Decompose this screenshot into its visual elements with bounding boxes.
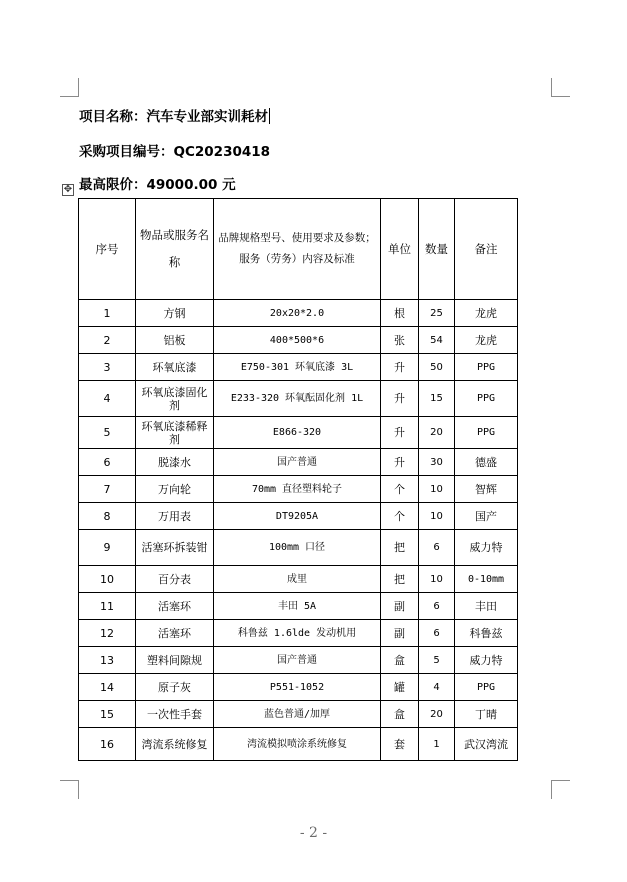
cell-name[interactable]: 环氧底漆稀释剂: [136, 417, 214, 449]
table-row: [79, 701, 518, 728]
cell-seq[interactable]: 8: [79, 503, 136, 530]
table-row: [79, 381, 518, 417]
cell-name[interactable]: 铝板: [136, 327, 214, 354]
col-header-note: 备注: [455, 199, 518, 300]
col-header-unit: 单位: [381, 199, 419, 300]
cell-seq[interactable]: 12: [79, 620, 136, 647]
project-name-label: 项目名称：: [79, 109, 147, 125]
cell-unit[interactable]: 张: [381, 327, 419, 354]
table-row: [79, 674, 518, 701]
cell-name[interactable]: 塑料间隙规: [136, 647, 214, 674]
table-move-handle-icon[interactable]: ✥: [63, 184, 73, 195]
cell-unit[interactable]: 升: [381, 417, 419, 449]
cell-seq[interactable]: 1: [79, 300, 136, 327]
cell-qty[interactable]: 50: [419, 354, 455, 381]
cell-name[interactable]: 万用表: [136, 503, 214, 530]
cell-seq[interactable]: 15: [79, 701, 136, 728]
items-table: [78, 198, 518, 761]
cell-spec[interactable]: 70mm 直径塑料轮子: [214, 476, 381, 503]
project-name-line: [79, 105, 270, 125]
table-row: [79, 503, 518, 530]
cell-name[interactable]: 湾流系统修复: [136, 728, 214, 761]
cell-qty[interactable]: 1: [419, 728, 455, 761]
cell-name[interactable]: 环氧底漆: [136, 354, 214, 381]
cell-note[interactable]: PPG: [455, 381, 518, 417]
cell-spec[interactable]: 国产普通: [214, 449, 381, 476]
project-name-value[interactable]: 汽车专业部实训耗材: [146, 109, 268, 125]
cell-seq[interactable]: 10: [79, 566, 136, 593]
cell-qty[interactable]: 10: [419, 566, 455, 593]
crop-mark-top-left: [60, 78, 79, 97]
cell-qty[interactable]: 25: [419, 300, 455, 327]
cell-unit[interactable]: 罐: [381, 674, 419, 701]
cell-seq[interactable]: 2: [79, 327, 136, 354]
cell-note[interactable]: 德盛: [455, 449, 518, 476]
cell-spec[interactable]: E233-320 环氧酝固化剂 1L: [214, 381, 381, 417]
cell-spec[interactable]: 成里: [214, 566, 381, 593]
table-row: [79, 300, 518, 327]
cell-name[interactable]: 一次性手套: [136, 701, 214, 728]
cell-unit[interactable]: 个: [381, 476, 419, 503]
cell-note[interactable]: PPG: [455, 354, 518, 381]
col-header-spec: 品牌规格型号、使用要求及参数；服务（劳务）内容及标准: [214, 199, 381, 300]
cell-spec[interactable]: 国产普通: [214, 647, 381, 674]
cell-qty[interactable]: 5: [419, 647, 455, 674]
cell-unit[interactable]: 盒: [381, 647, 419, 674]
cell-unit[interactable]: 个: [381, 503, 419, 530]
cell-spec[interactable]: DT9205A: [214, 503, 381, 530]
cell-spec[interactable]: 400*500*6: [214, 327, 381, 354]
cell-unit[interactable]: 盒: [381, 701, 419, 728]
cell-note[interactable]: 威力特: [455, 530, 518, 566]
cell-note[interactable]: 武汉湾流: [455, 728, 518, 761]
table-row: [79, 593, 518, 620]
cell-spec[interactable]: 20x20*2.0: [214, 300, 381, 327]
cell-seq[interactable]: 14: [79, 674, 136, 701]
cell-unit[interactable]: 根: [381, 300, 419, 327]
cell-qty[interactable]: 6: [419, 593, 455, 620]
project-number-label: 采购项目编号：: [79, 144, 174, 160]
cell-name[interactable]: 活塞环: [136, 620, 214, 647]
cell-seq[interactable]: 9: [79, 530, 136, 566]
cell-seq[interactable]: 16: [79, 728, 136, 761]
cell-unit[interactable]: 升: [381, 354, 419, 381]
table-row: [79, 566, 518, 593]
max-price-label: 最高限价：: [79, 177, 147, 193]
cell-seq[interactable]: 6: [79, 449, 136, 476]
cell-unit[interactable]: 副: [381, 620, 419, 647]
cell-note[interactable]: 智辉: [455, 476, 518, 503]
cell-note[interactable]: 科鲁兹: [455, 620, 518, 647]
max-price-line: [79, 173, 236, 193]
table-row: [79, 449, 518, 476]
cell-name[interactable]: 方钢: [136, 300, 214, 327]
table-header-row: [79, 199, 518, 300]
cell-seq[interactable]: 4: [79, 381, 136, 417]
cell-name[interactable]: 活塞环: [136, 593, 214, 620]
cell-seq[interactable]: 13: [79, 647, 136, 674]
cell-unit[interactable]: 升: [381, 449, 419, 476]
table-row: [79, 476, 518, 503]
table-row: [79, 728, 518, 761]
cell-seq[interactable]: 11: [79, 593, 136, 620]
cell-qty[interactable]: 10: [419, 503, 455, 530]
cell-name[interactable]: 原子灰: [136, 674, 214, 701]
cell-note[interactable]: 龙虎: [455, 327, 518, 354]
cell-spec[interactable]: 100mm 口径: [214, 530, 381, 566]
cell-unit[interactable]: 把: [381, 530, 419, 566]
cell-qty[interactable]: 10: [419, 476, 455, 503]
max-price-value[interactable]: 49000.00 元: [146, 177, 236, 193]
cell-spec[interactable]: 湾流模拟喷涂系统修复: [214, 728, 381, 761]
cell-note[interactable]: 丰田: [455, 593, 518, 620]
cell-name[interactable]: 环氧底漆固化剂: [136, 381, 214, 417]
cell-seq[interactable]: 5: [79, 417, 136, 449]
cell-spec[interactable]: E750-301 环氧底漆 3L: [214, 354, 381, 381]
project-number-value[interactable]: QC20230418: [173, 144, 271, 160]
cell-name[interactable]: 活塞环拆装钳: [136, 530, 214, 566]
cell-name[interactable]: 百分表: [136, 566, 214, 593]
cell-spec[interactable]: 蓝色普通/加厚: [214, 701, 381, 728]
cell-unit[interactable]: 升: [381, 381, 419, 417]
cell-unit[interactable]: 套: [381, 728, 419, 761]
cell-note[interactable]: 龙虎: [455, 300, 518, 327]
page-number: - 2 -: [299, 825, 328, 841]
cell-seq[interactable]: 7: [79, 476, 136, 503]
cell-name[interactable]: 脱漆水: [136, 449, 214, 476]
cell-note[interactable]: 国产: [455, 503, 518, 530]
cell-spec[interactable]: P551-1052: [214, 674, 381, 701]
crop-mark-bottom-left: [60, 780, 79, 799]
table-row: [79, 354, 518, 381]
cell-note[interactable]: 0-10mm: [455, 566, 518, 593]
cell-qty[interactable]: 20: [419, 417, 455, 449]
cell-note[interactable]: PPG: [455, 417, 518, 449]
table-row: [79, 327, 518, 354]
cell-unit[interactable]: 把: [381, 566, 419, 593]
cell-qty[interactable]: 54: [419, 327, 455, 354]
table-row: [79, 417, 518, 449]
text-cursor: [269, 108, 270, 124]
cell-qty[interactable]: 6: [419, 530, 455, 566]
cell-qty[interactable]: 20: [419, 701, 455, 728]
cell-qty[interactable]: 30: [419, 449, 455, 476]
cell-spec[interactable]: 科鲁兹 1.6lde 发动机用: [214, 620, 381, 647]
cell-qty[interactable]: 4: [419, 674, 455, 701]
cell-spec[interactable]: E866-320: [214, 417, 381, 449]
cell-note[interactable]: 丁晴: [455, 701, 518, 728]
cell-name[interactable]: 万向轮: [136, 476, 214, 503]
col-header-qty: 数量: [419, 199, 455, 300]
project-number-line: [79, 140, 270, 160]
crop-mark-top-right: [551, 78, 570, 97]
cell-seq[interactable]: 3: [79, 354, 136, 381]
cell-qty[interactable]: 15: [419, 381, 455, 417]
table-row: [79, 530, 518, 566]
cell-unit[interactable]: 副: [381, 593, 419, 620]
table-row: [79, 620, 518, 647]
col-header-name: 物品或服务名称: [136, 199, 214, 300]
cell-spec[interactable]: 丰田 5A: [214, 593, 381, 620]
cell-qty[interactable]: 6: [419, 620, 455, 647]
cell-note[interactable]: 威力特: [455, 647, 518, 674]
cell-note[interactable]: PPG: [455, 674, 518, 701]
crop-mark-bottom-right: [551, 780, 570, 799]
table-row: [79, 647, 518, 674]
col-header-seq: 序号: [79, 199, 136, 300]
